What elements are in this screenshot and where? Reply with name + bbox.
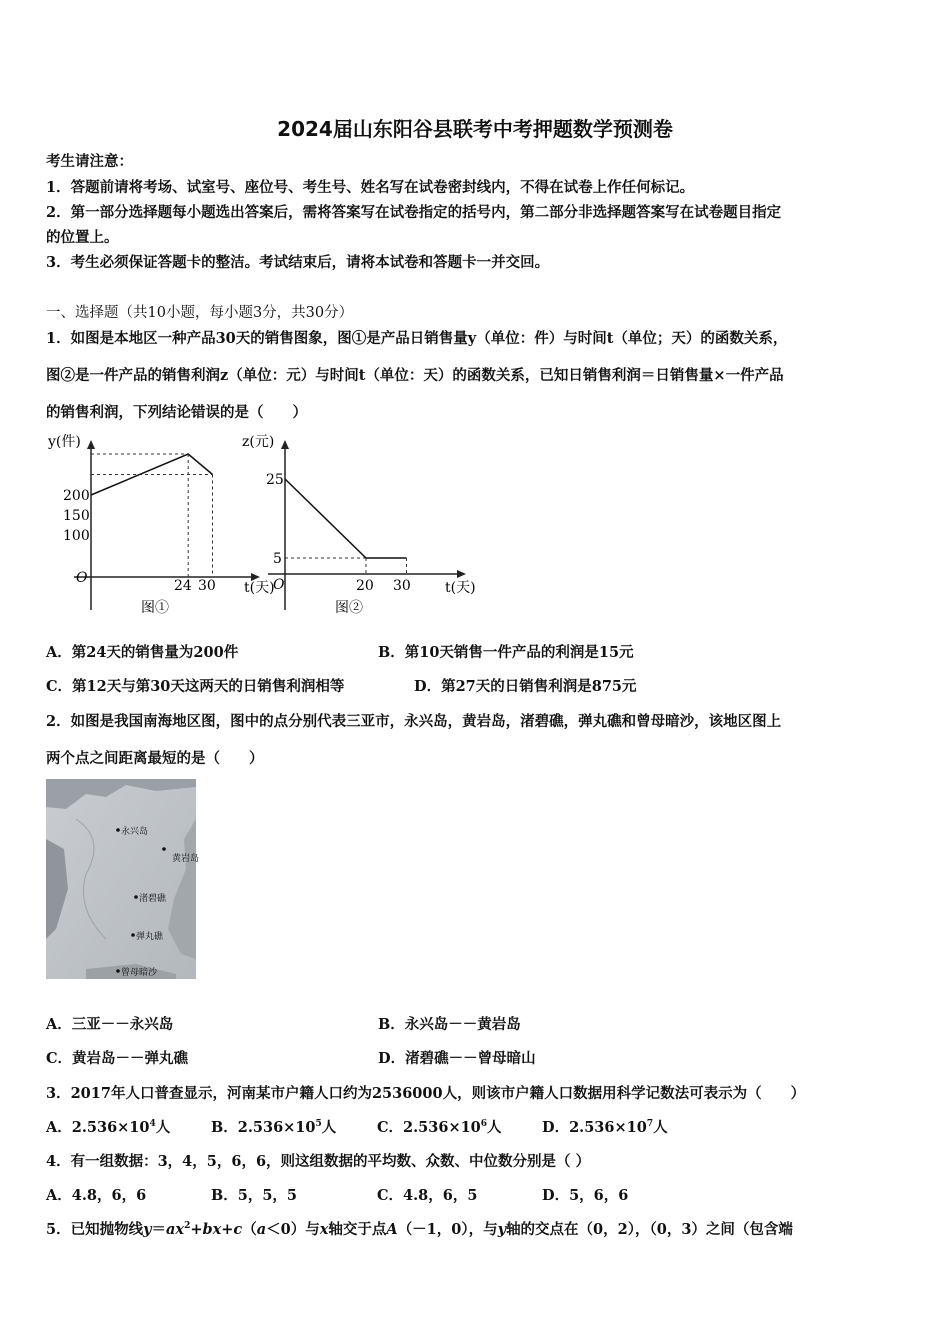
- option-a: A．4.8，6，6: [46, 1187, 147, 1204]
- option-c: C．4.8，6，5: [377, 1187, 478, 1204]
- question-1-line: 1．如图是本地区一种产品30天的销售图象，图①是产品日销售量y（单位：件）与时间t（单位；天）的函数关系，: [46, 330, 788, 347]
- danwan-label: 弹丸礁: [136, 932, 164, 942]
- dashed-reference-lines: [285, 558, 407, 574]
- x-axis-arrow: [457, 570, 466, 578]
- chart-figure-2: [240, 432, 480, 622]
- question-2-line: 2．如图是我国南海地区图，图中的点分别代表三亚市，永兴岛，黄岩岛，渚碧礁，弹丸礁和曾母暗沙，该地区图上: [46, 713, 782, 730]
- sea-background: [46, 779, 196, 979]
- zhubi-dot: [134, 895, 138, 899]
- origin-label: O: [273, 577, 285, 593]
- option-d: D．$2.536\times 10^7$人: [542, 1119, 668, 1136]
- option-c: C．$2.536\times 10^6$人: [377, 1119, 502, 1136]
- notice-item: 的位置上。: [46, 229, 119, 246]
- option-a: A．三亚－－永兴岛: [46, 1016, 174, 1033]
- y-axis-arrow: [87, 440, 95, 449]
- x-axis-label: t(天): [445, 580, 476, 596]
- section-heading: 一、选择题（共10小题，每小题3分，共30分）: [46, 305, 354, 321]
- figure-caption: 图②: [335, 600, 363, 616]
- danwan-dot: [131, 933, 135, 937]
- y-axis-label: z(元): [242, 434, 275, 450]
- question-3: 3．2017年人口普查显示，河南某市户籍人口约为2536000人，则该市户籍人口数据用科学记数法可表示为（ ）: [46, 1085, 806, 1102]
- y-tick-label: 150: [63, 508, 90, 524]
- y-tick-label: 25: [266, 472, 284, 488]
- origin-label: O: [76, 570, 88, 586]
- question-1-line: 图②是一件产品的销售利润z（单位：元）与时间t（单位：天）的函数关系，已知日销售利润＝日销售量×一件产品: [46, 367, 784, 384]
- yongxing-label: 永兴岛: [121, 827, 149, 837]
- option-b: B．5，5，5: [211, 1187, 298, 1204]
- option-d: D．第27天的日销售利润是875元: [414, 678, 637, 695]
- option-c: C．第12天与第30天这两天的日销售利润相等: [46, 678, 345, 695]
- notice-heading: 考生请注意：: [46, 153, 133, 170]
- zengmu-label: 曾母暗沙: [121, 968, 158, 978]
- x-tick-label: 30: [198, 578, 216, 594]
- question-2-line: 两个点之间距离最短的是（ ）: [46, 750, 264, 767]
- notice-item: 1．答题前请将考场、试室号、座位号、考生号、姓名写在试卷密封线内，不得在试卷上作任何标记。: [46, 179, 695, 196]
- question-4: 4．有一组数据：3，4，5，6，6，则这组数据的平均数、众数、中位数分别是（ ）: [46, 1153, 591, 1170]
- x-axis-label: t(天): [244, 580, 275, 596]
- south-china-sea-map: [46, 779, 200, 979]
- huangyan-label: 黄岩岛: [172, 854, 200, 864]
- option-b: B．永兴岛－－黄岩岛: [378, 1016, 521, 1033]
- profit-line: [285, 479, 407, 558]
- option-c: C．黄岩岛－－弹丸礁: [46, 1050, 189, 1067]
- zengmu-dot: [116, 969, 120, 973]
- notice-item: 2．第一部分选择题每小题选出答案后，需将答案写在试卷指定的括号内，第二部分非选择题答案写在试卷题目指定: [46, 204, 782, 221]
- huangyan-dot: [162, 847, 166, 851]
- x-tick-label: 24: [174, 578, 192, 594]
- question-1-line: 的销售利润，下列结论错误的是（ ）: [46, 404, 307, 421]
- dashed-reference-lines: [91, 454, 213, 577]
- figure-caption: 图①: [141, 600, 169, 616]
- zhubi-label: 渚碧礁: [139, 894, 167, 904]
- option-b: B．第10天销售一件产品的利润是15元: [378, 644, 634, 661]
- page-title: 2024届山东阳谷县联考中考押题数学预测卷: [277, 117, 673, 141]
- y-axis-arrow: [281, 440, 289, 449]
- question-5: 5．已知抛物线$y=ax^2+bx+c(a<0)$与x轴交于点A（－1，0），与y轴的交点在（0，2），（0，3）之间（包含端: [46, 1221, 793, 1238]
- y-axis-label: y(件): [48, 434, 81, 450]
- y-tick-label: 100: [63, 528, 90, 544]
- option-a: A．第24天的销售量为200件: [46, 644, 239, 661]
- yongxing-dot: [116, 828, 120, 832]
- option-b: B．$2.536\times 10^5$人: [211, 1119, 337, 1136]
- x-tick-label: 30: [393, 578, 411, 594]
- y-tick-label: 200: [63, 488, 90, 504]
- option-d: D．渚碧礁－－曾母暗山: [378, 1050, 536, 1067]
- option-d: D．5，6，6: [542, 1187, 629, 1204]
- option-a: A．$2.536\times 10^4$人: [46, 1119, 171, 1136]
- x-tick-label: 20: [356, 578, 374, 594]
- notice-item: 3．考生必须保证答题卡的整洁。考试结束后，请将本试卷和答题卡一并交回。: [46, 254, 550, 271]
- y-tick-label: 5: [273, 551, 282, 567]
